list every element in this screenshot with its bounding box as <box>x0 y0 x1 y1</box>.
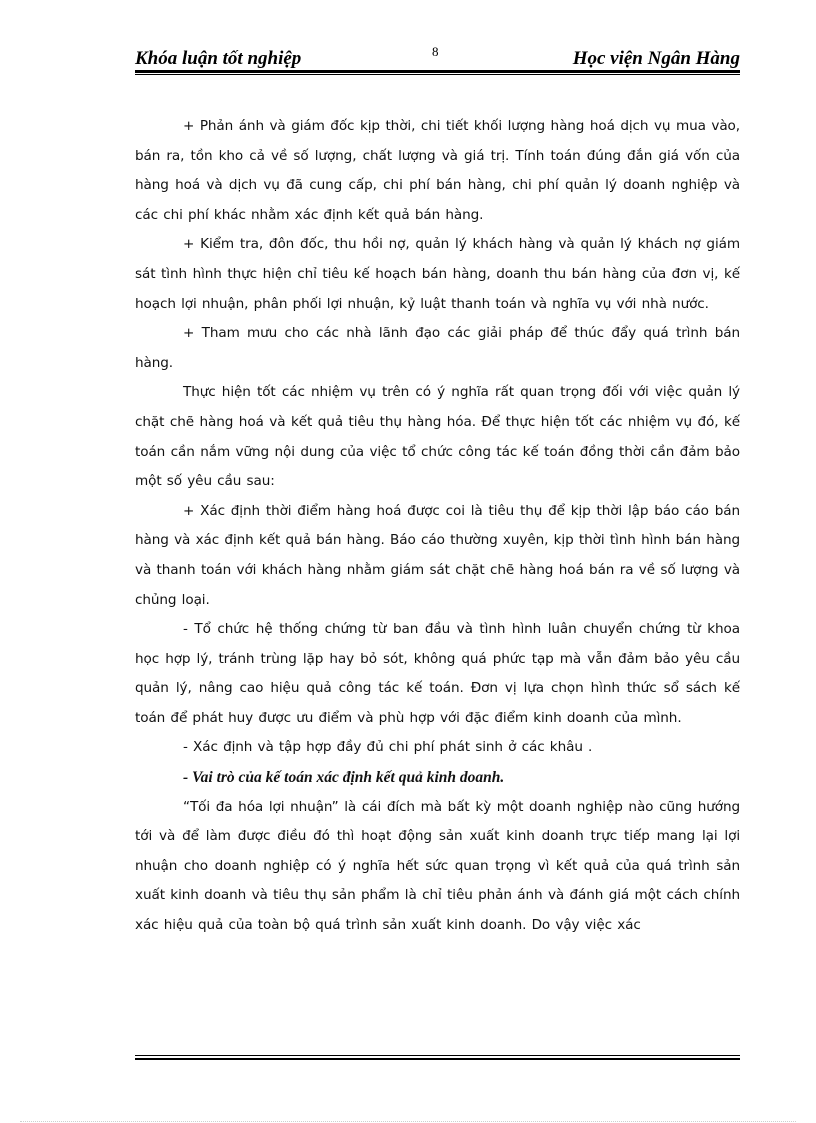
header-rule <box>135 70 740 75</box>
page-number: 8 <box>432 44 439 59</box>
paragraph: - Tổ chức hệ thống chứng từ ban đầu và tình hình luân chuyển chứng từ khoa học hợp lý, tránh trùng lặp hay bỏ sót, không quá phức tạp mà vẫn đảm bảo yêu cầu quản lý, nâng cao hiệu quả công tác kế toán. Đơn vị lựa chọn hình thức sổ sách kế toán để phát huy được ưu điểm và phù hợp với đặc điểm kinh doanh của mình. <box>135 621 740 726</box>
paragraph: + Tham mưu cho các nhà lãnh đạo các giải pháp để thúc đẩy quá trình bán hàng. <box>135 325 740 371</box>
section-heading: - Vai trò của kế toán xác định kết quả kinh doanh. <box>183 769 505 787</box>
page-edge-divider <box>20 1121 796 1122</box>
paragraph: Thực hiện tốt các nhiệm vụ trên có ý nghĩa rất quan trọng đối với việc quản lý chặt chẽ hàng hoá và kết quả tiêu thụ hàng hóa. Để thực hiện tốt các nhiệm vụ đó, kế toán cần nắm vững nội dung của việc tổ chức công tác kế toán đồng thời cần đảm bảo một số yêu cầu sau: <box>135 384 740 490</box>
header-institution: Học viện Ngân Hàng <box>572 48 740 69</box>
paragraph: “Tối đa hóa lợi nhuận” là cái đích mà bất kỳ một doanh nghiệp nào cũng hướng tới và để làm được điều đó thì hoạt động sản xuất kinh doanh trực tiếp mang lại lợi nhuận cho doanh nghiệp có ý nghĩa hết sức quan trọng vì kết quả của quá trình sản xuất kinh doanh và tiêu thụ sản phẩm là chỉ tiêu phản ánh và đánh giá một cách chính xác hiệu quả của toàn bộ quá trình sản xuất kinh doanh. Do vậy việc xác <box>135 798 740 934</box>
paragraph: + Xác định thời điểm hàng hoá được coi là tiêu thụ để kịp thời lập báo cáo bán hàng và xác định kết quả bán hàng. Báo cáo thường xuyên, kịp thời tình hình bán hàng và thanh toán với khách hàng nhằm giám sát chặt chẽ hàng hoá bán ra về số lượng và chủng loại. <box>135 502 740 608</box>
footer-rule <box>135 1055 740 1060</box>
header-thesis-title: Khóa luận tốt nghiệp <box>135 48 302 69</box>
body-text <box>135 112 740 941</box>
paragraph: - Xác định và tập hợp đầy đủ chi phí phát sinh ở các khâu . <box>183 739 593 756</box>
paragraph: + Phản ánh và giám đốc kịp thời, chi tiết khối lượng hàng hoá dịch vụ mua vào, bán ra, tồn kho cả về số lượng, chất lượng và giá trị. Tính toán đúng đắn giá vốn của hàng hoá và dịch vụ đã cung cấp, chi phí bán hàng, chi phí quản lý doanh nghiệp và các chi phí khác nhằm xác định kết quả bán hàng. <box>135 118 740 223</box>
page-header <box>135 46 740 72</box>
paragraph: + Kiểm tra, đôn đốc, thu hồi nợ, quản lý khách hàng và quản lý khách nợ giám sát tình hình thực hiện chỉ tiêu kế hoạch bán hàng, doanh thu bán hàng của đơn vị, kế hoạch lợi nhuận, phân phối lợi nhuận, kỷ luật thanh toán và nghĩa vụ với nhà nước. <box>135 236 740 312</box>
